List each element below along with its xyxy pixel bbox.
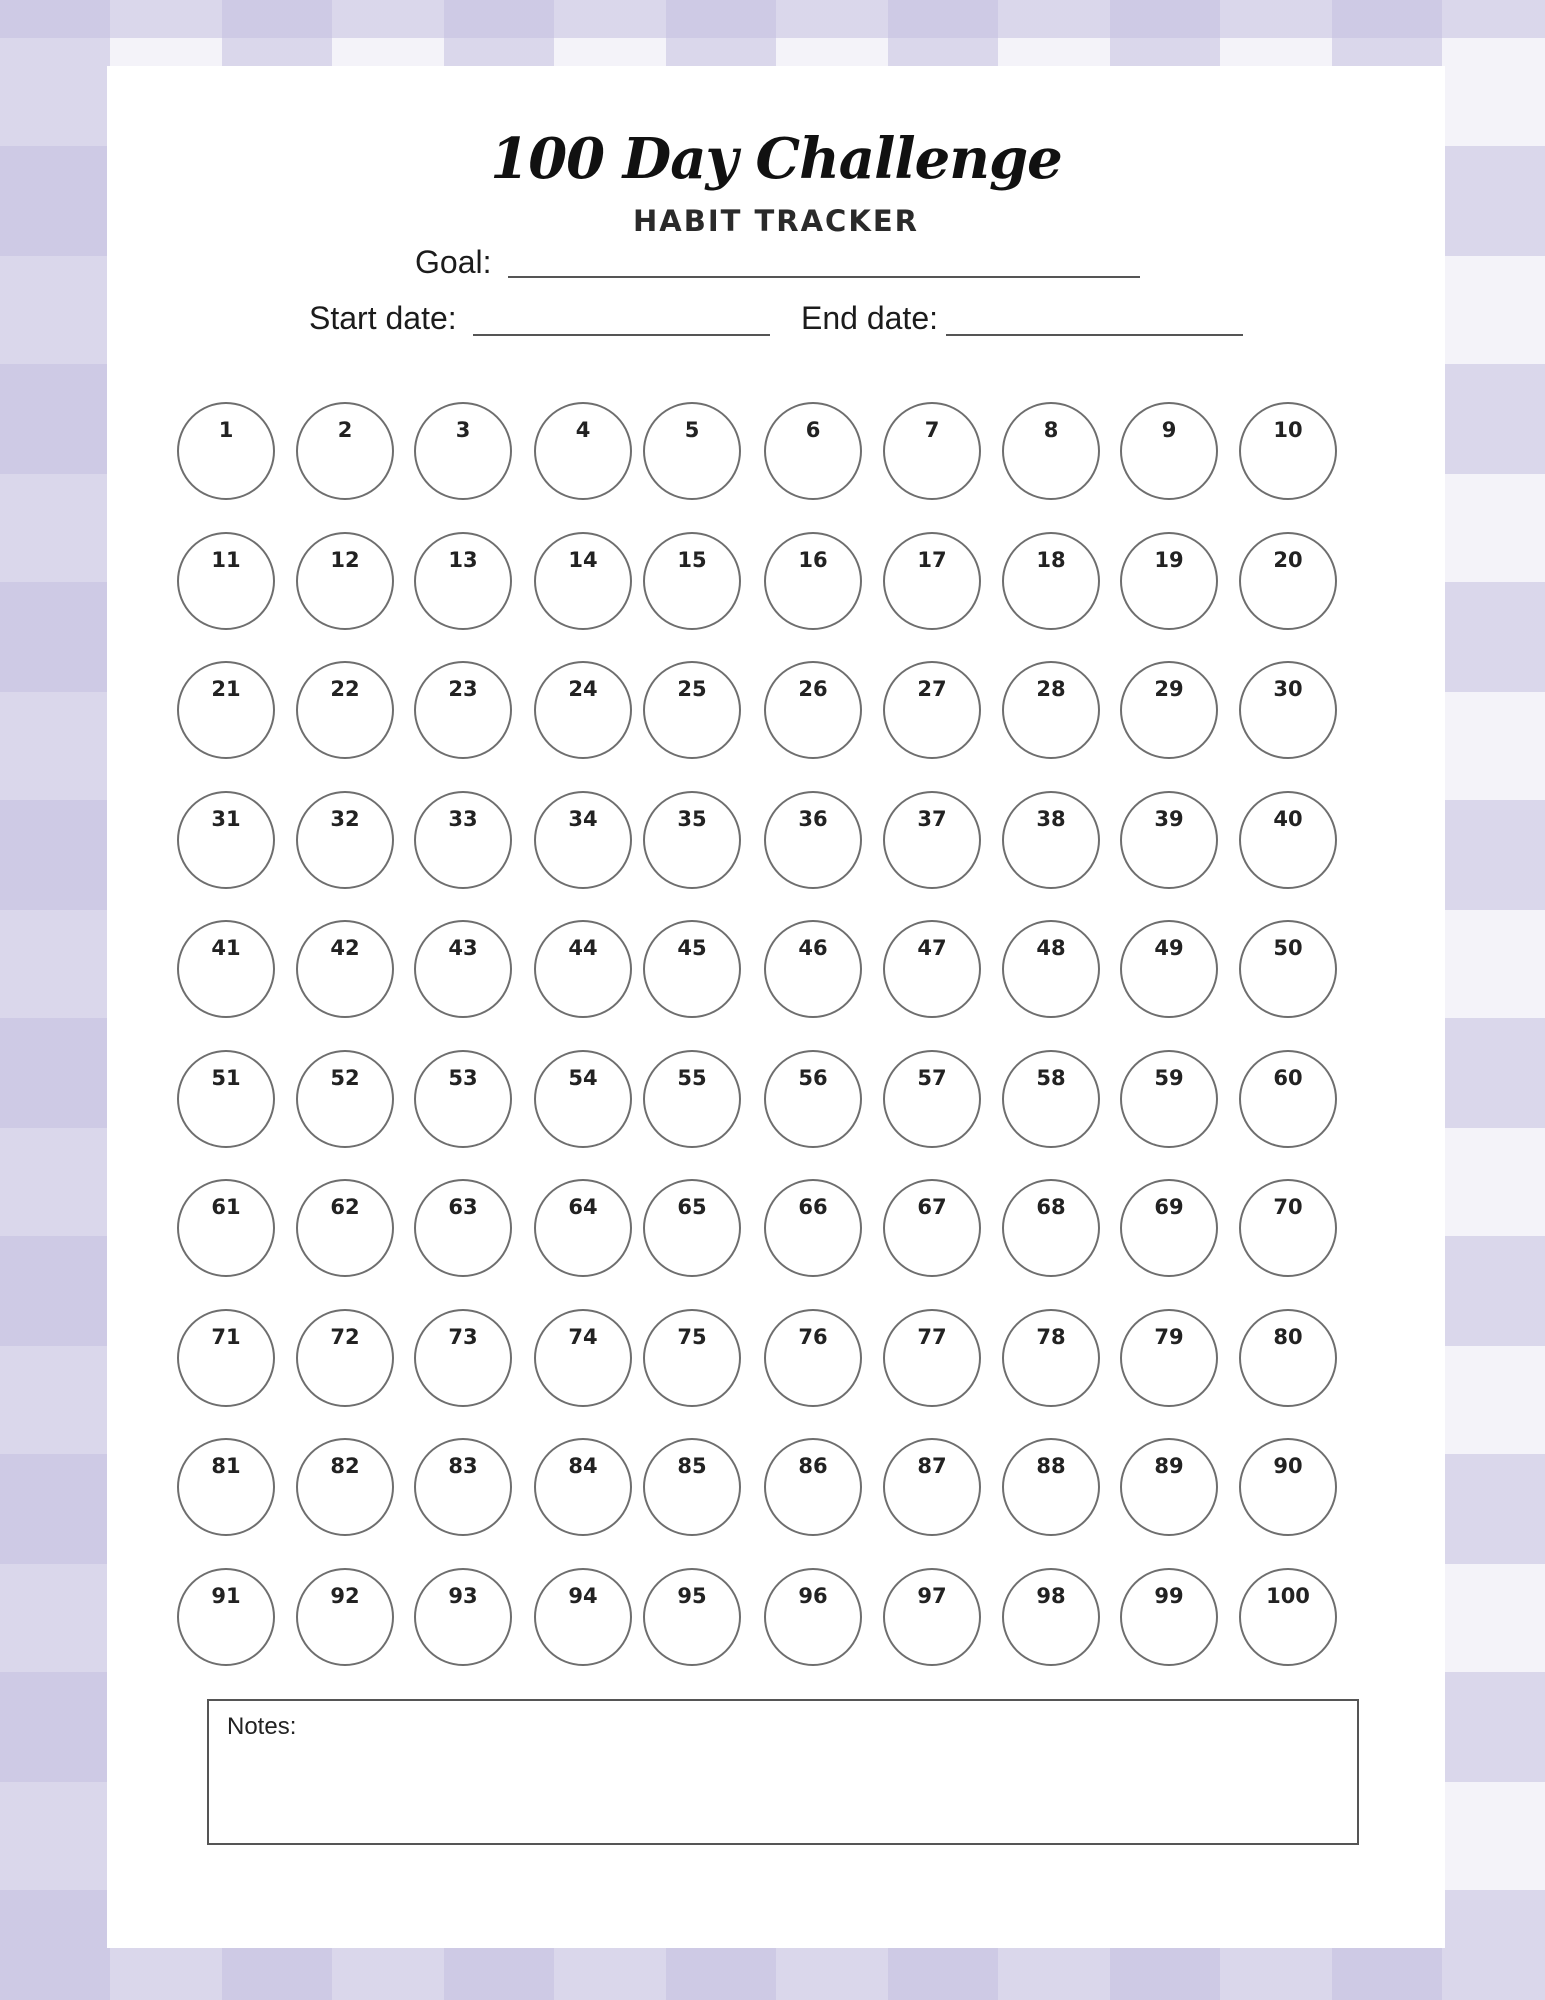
day-circle[interactable] — [643, 791, 741, 889]
day-circle[interactable] — [177, 1179, 275, 1277]
day-number: 88 — [1036, 1454, 1066, 1478]
day-number: 25 — [677, 677, 707, 701]
day-circle[interactable] — [643, 402, 741, 500]
day-number: 100 — [1266, 1584, 1310, 1608]
day-circle[interactable] — [643, 1050, 741, 1148]
day-number: 66 — [798, 1195, 828, 1219]
day-circle[interactable] — [643, 1568, 741, 1666]
day-number: 11 — [211, 548, 241, 572]
day-number: 26 — [798, 677, 828, 701]
day-number: 20 — [1273, 548, 1303, 572]
day-circle[interactable] — [643, 532, 741, 630]
day-number: 34 — [568, 807, 598, 831]
day-circle[interactable] — [1120, 1050, 1218, 1148]
day-number: 46 — [798, 936, 828, 960]
day-circle[interactable] — [414, 661, 512, 759]
day-number: 72 — [330, 1325, 360, 1349]
day-circle[interactable] — [534, 920, 632, 1018]
day-circle[interactable] — [177, 791, 275, 889]
day-number: 2 — [337, 418, 353, 442]
day-circle[interactable] — [1120, 532, 1218, 630]
day-number: 59 — [1154, 1066, 1184, 1090]
day-number: 30 — [1273, 677, 1303, 701]
day-circle[interactable] — [764, 402, 862, 500]
day-circle[interactable] — [414, 1438, 512, 1536]
day-circle[interactable] — [764, 532, 862, 630]
day-number: 38 — [1036, 807, 1066, 831]
day-circle[interactable] — [296, 1050, 394, 1148]
day-number: 32 — [330, 807, 360, 831]
day-number: 50 — [1273, 936, 1303, 960]
day-number: 27 — [917, 677, 947, 701]
day-number: 62 — [330, 1195, 360, 1219]
day-number: 86 — [798, 1454, 828, 1478]
day-circle[interactable] — [414, 532, 512, 630]
day-circle[interactable] — [534, 1309, 632, 1407]
day-number: 39 — [1154, 807, 1184, 831]
day-circle[interactable] — [1002, 532, 1100, 630]
day-number: 69 — [1154, 1195, 1184, 1219]
day-number: 85 — [677, 1454, 707, 1478]
day-circle[interactable] — [1002, 1438, 1100, 1536]
day-circle[interactable] — [534, 1050, 632, 1148]
day-circle[interactable] — [1239, 1309, 1337, 1407]
day-number: 41 — [211, 936, 241, 960]
day-number: 21 — [211, 677, 241, 701]
day-circle[interactable] — [1239, 791, 1337, 889]
day-number: 16 — [798, 548, 828, 572]
day-circle[interactable] — [1239, 1050, 1337, 1148]
day-circle[interactable] — [764, 1568, 862, 1666]
day-circle[interactable] — [643, 661, 741, 759]
goal-label: Goal: — [415, 244, 492, 280]
day-number: 73 — [448, 1325, 478, 1349]
day-circle[interactable] — [883, 661, 981, 759]
day-circle[interactable] — [883, 402, 981, 500]
day-number: 67 — [917, 1195, 947, 1219]
day-circle[interactable] — [764, 661, 862, 759]
day-number: 79 — [1154, 1325, 1184, 1349]
day-circle[interactable] — [764, 1438, 862, 1536]
day-number: 64 — [568, 1195, 598, 1219]
day-circle[interactable] — [177, 1568, 275, 1666]
day-circle[interactable] — [1002, 402, 1100, 500]
day-number: 44 — [568, 936, 598, 960]
notes-box[interactable] — [207, 1699, 1359, 1845]
day-circle[interactable] — [883, 1050, 981, 1148]
day-number: 87 — [917, 1454, 947, 1478]
day-number: 22 — [330, 677, 360, 701]
day-circle[interactable] — [1120, 661, 1218, 759]
day-circle[interactable] — [1002, 1179, 1100, 1277]
day-circle[interactable] — [534, 1179, 632, 1277]
day-number: 83 — [448, 1454, 478, 1478]
day-circle[interactable] — [764, 1179, 862, 1277]
notes-label: Notes: — [227, 1713, 297, 1740]
day-circle[interactable] — [883, 791, 981, 889]
day-circle[interactable] — [883, 532, 981, 630]
day-circle[interactable] — [1120, 1438, 1218, 1536]
day-number: 17 — [917, 548, 947, 572]
day-number: 3 — [455, 418, 471, 442]
day-number: 24 — [568, 677, 598, 701]
day-circle[interactable] — [177, 1309, 275, 1407]
day-number: 98 — [1036, 1584, 1066, 1608]
day-circle[interactable] — [1120, 791, 1218, 889]
day-circle[interactable] — [534, 532, 632, 630]
day-number: 35 — [677, 807, 707, 831]
day-number: 89 — [1154, 1454, 1184, 1478]
day-number: 82 — [330, 1454, 360, 1478]
day-number: 60 — [1273, 1066, 1303, 1090]
day-number: 4 — [575, 418, 591, 442]
day-number: 54 — [568, 1066, 598, 1090]
day-circle[interactable] — [1002, 1309, 1100, 1407]
day-circle[interactable] — [534, 402, 632, 500]
day-number: 37 — [917, 807, 947, 831]
day-number: 40 — [1273, 807, 1303, 831]
day-number: 9 — [1161, 418, 1177, 442]
page-subtitle: HABIT TRACKER — [633, 204, 919, 238]
day-number: 96 — [798, 1584, 828, 1608]
day-circle[interactable] — [1120, 920, 1218, 1018]
day-number: 57 — [917, 1066, 947, 1090]
day-circle[interactable] — [534, 1438, 632, 1536]
day-circle[interactable] — [414, 1050, 512, 1148]
day-circle[interactable] — [1002, 791, 1100, 889]
day-number: 52 — [330, 1066, 360, 1090]
day-number: 29 — [1154, 677, 1184, 701]
day-circle[interactable] — [177, 920, 275, 1018]
day-number: 74 — [568, 1325, 598, 1349]
day-number: 93 — [448, 1584, 478, 1608]
day-number: 99 — [1154, 1584, 1184, 1608]
day-number: 42 — [330, 936, 360, 960]
day-number: 10 — [1273, 418, 1303, 442]
day-circle[interactable] — [1002, 1050, 1100, 1148]
day-circle[interactable] — [764, 791, 862, 889]
day-circle[interactable] — [1120, 402, 1218, 500]
day-circle[interactable] — [177, 1438, 275, 1536]
day-circle[interactable] — [296, 791, 394, 889]
day-circle[interactable] — [764, 1050, 862, 1148]
day-number: 15 — [677, 548, 707, 572]
day-number: 47 — [917, 936, 947, 960]
day-circle[interactable] — [764, 920, 862, 1018]
day-circle[interactable] — [414, 791, 512, 889]
day-number: 6 — [805, 418, 821, 442]
day-number: 55 — [677, 1066, 707, 1090]
goal-line[interactable] — [508, 276, 1140, 278]
day-number: 90 — [1273, 1454, 1303, 1478]
day-number: 48 — [1036, 936, 1066, 960]
day-number: 76 — [798, 1325, 828, 1349]
day-number: 63 — [448, 1195, 478, 1219]
day-number: 80 — [1273, 1325, 1303, 1349]
day-circle[interactable] — [764, 1309, 862, 1407]
page-title: 100 Day Challenge — [490, 126, 1062, 192]
day-circle[interactable] — [883, 1179, 981, 1277]
day-circle[interactable] — [296, 661, 394, 759]
day-number: 8 — [1043, 418, 1059, 442]
day-number: 92 — [330, 1584, 360, 1608]
day-circle[interactable] — [883, 920, 981, 1018]
day-circle[interactable] — [414, 920, 512, 1018]
day-number: 75 — [677, 1325, 707, 1349]
day-number: 97 — [917, 1584, 947, 1608]
day-number: 18 — [1036, 548, 1066, 572]
day-circle[interactable] — [643, 1438, 741, 1536]
day-circle[interactable] — [643, 1309, 741, 1407]
day-number: 58 — [1036, 1066, 1066, 1090]
day-circle[interactable] — [177, 402, 275, 500]
day-number: 77 — [917, 1325, 947, 1349]
day-circle[interactable] — [643, 1179, 741, 1277]
day-circle[interactable] — [414, 1309, 512, 1407]
day-circle[interactable] — [296, 402, 394, 500]
day-circle[interactable] — [1239, 1179, 1337, 1277]
day-circle[interactable] — [296, 1568, 394, 1666]
day-number: 7 — [924, 418, 940, 442]
day-number: 53 — [448, 1066, 478, 1090]
day-circle[interactable] — [1239, 402, 1337, 500]
day-circle[interactable] — [643, 920, 741, 1018]
day-circle[interactable] — [414, 1179, 512, 1277]
day-circle[interactable] — [177, 1050, 275, 1148]
day-number: 68 — [1036, 1195, 1066, 1219]
start-date-line[interactable] — [473, 334, 770, 336]
day-number: 28 — [1036, 677, 1066, 701]
day-number: 49 — [1154, 936, 1184, 960]
day-number: 33 — [448, 807, 478, 831]
start-date-label: Start date: — [309, 300, 457, 336]
day-circle[interactable] — [296, 1309, 394, 1407]
day-circle[interactable] — [1002, 1568, 1100, 1666]
day-circle[interactable] — [296, 1438, 394, 1536]
day-number: 19 — [1154, 548, 1184, 572]
day-number: 71 — [211, 1325, 241, 1349]
day-number: 81 — [211, 1454, 241, 1478]
day-circle[interactable] — [1239, 532, 1337, 630]
end-date-line[interactable] — [946, 334, 1243, 336]
day-circle[interactable] — [1002, 920, 1100, 1018]
day-number: 14 — [568, 548, 598, 572]
day-circle[interactable] — [1239, 661, 1337, 759]
day-number: 78 — [1036, 1325, 1066, 1349]
day-number: 13 — [448, 548, 478, 572]
day-number: 45 — [677, 936, 707, 960]
day-number: 94 — [568, 1584, 598, 1608]
day-number: 23 — [448, 677, 478, 701]
day-circle[interactable] — [1239, 1568, 1337, 1666]
day-circle[interactable] — [883, 1309, 981, 1407]
day-number: 70 — [1273, 1195, 1303, 1219]
day-circle[interactable] — [177, 532, 275, 630]
day-number: 31 — [211, 807, 241, 831]
tracker-sheet — [107, 66, 1445, 1948]
day-circle[interactable] — [883, 1438, 981, 1536]
day-circle[interactable] — [534, 661, 632, 759]
day-number: 91 — [211, 1584, 241, 1608]
day-circle[interactable] — [296, 920, 394, 1018]
day-circle[interactable] — [1120, 1568, 1218, 1666]
day-circle[interactable] — [414, 1568, 512, 1666]
day-circle[interactable] — [296, 1179, 394, 1277]
day-number: 65 — [677, 1195, 707, 1219]
day-number: 5 — [684, 418, 700, 442]
day-number: 1 — [218, 418, 234, 442]
day-circle[interactable] — [1239, 1438, 1337, 1536]
day-number: 95 — [677, 1584, 707, 1608]
day-number: 51 — [211, 1066, 241, 1090]
day-number: 56 — [798, 1066, 828, 1090]
day-circle[interactable] — [883, 1568, 981, 1666]
day-circle[interactable] — [177, 661, 275, 759]
day-circle[interactable] — [534, 791, 632, 889]
day-number: 43 — [448, 936, 478, 960]
day-circle[interactable] — [414, 402, 512, 500]
day-number: 84 — [568, 1454, 598, 1478]
day-number: 61 — [211, 1195, 241, 1219]
day-circle[interactable] — [1002, 661, 1100, 759]
day-circle[interactable] — [1239, 920, 1337, 1018]
day-circle[interactable] — [534, 1568, 632, 1666]
day-circle[interactable] — [1120, 1309, 1218, 1407]
day-number: 36 — [798, 807, 828, 831]
end-date-label: End date: — [801, 300, 938, 336]
day-circle[interactable] — [296, 532, 394, 630]
day-number: 12 — [330, 548, 360, 572]
day-circle[interactable] — [1120, 1179, 1218, 1277]
